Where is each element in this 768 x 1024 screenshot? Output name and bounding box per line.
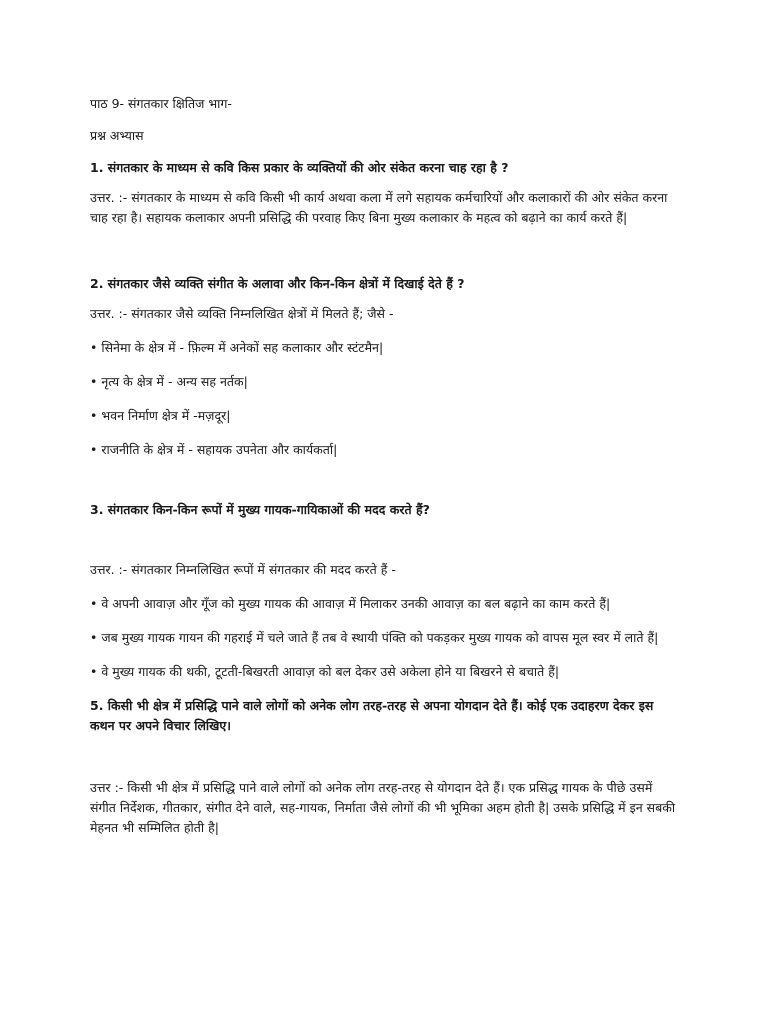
lesson-title: पाठ 9- संगतकार क्षितिज भाग- xyxy=(90,96,232,111)
answer-3-bullet: • वे अपनी आवाज़ और गूँज को मुख्य गायक की आवाज़ में मिलाकर उनकी आवाज़ का बल बढ़ाने का काम करते हैं| xyxy=(90,596,611,611)
question-5: 5. किसी भी क्षेत्र में प्रसिद्धि पाने वाले लोगों को अनेक लोग तरह-तरह से अपना योगदान देते हैं। कोई एक उदाहरण देकर इस कथन पर अपने विचार लिखिए। xyxy=(90,698,654,733)
answer-2-intro: उत्तर. :- संगतकार जैसे व्यक्ति निम्नलिखित क्षेत्रों में मिलते हैं; जैसे - xyxy=(90,306,394,321)
document-page xyxy=(90,94,680,838)
section-heading: प्रश्न अभ्यास xyxy=(90,128,144,143)
question-2: 2. संगतकार जैसे व्यक्ति संगीत के अलावा और किन-किन क्षेत्रों में दिखाई देते हैं ? xyxy=(90,276,465,291)
question-3: 3. संगतकार किन-किन रूपों में मुख्य गायक-गायिकाओं की मदद करते हैं? xyxy=(90,502,430,517)
question-1: 1. संगतकार के माध्यम से कवि किस प्रकार के व्यक्तियों की ओर संकेत करना चाह रहा है ? xyxy=(90,160,509,175)
answer-3-bullet: • वे मुख्य गायक की थकी, टूटती-बिखरती आवाज़ को बल देकर उसे अकेला होने या बिखरने से बचाते हैं| xyxy=(90,664,560,679)
answer-2-bullet: • सिनेमा के क्षेत्र में - फ़िल्म में अनेकों सह कलाकार और स्टंटमैन| xyxy=(90,340,384,355)
answer-3-bullet: • जब मुख्य गायक गायन की गहराई में चले जाते हैं तब वे स्थायी पंक्ति को पकड़कर मुख्य गायक को वापस मूल स्वर में लाते हैं| xyxy=(90,630,659,645)
answer-5: उत्तर :- किसी भी क्षेत्र में प्रसिद्धि पाने वाले लोगों को अनेक लोग तरह-तरह से योगदान देते हैं। एक प्रसिद्ध गायक के पीछे उसमें संगीत निर्देशक, गीतकार, संगीत देने वाले, सह-गायक, निर्माता जैसे लोगों की भी भूमिका अहम होती है| उसके प्रसिद्धि में इन सबकी मेहनत भी सम्मिलित होती है| xyxy=(90,780,676,835)
answer-2-bullet: • नृत्य के क्षेत्र में - अन्य सह नर्तक| xyxy=(90,374,248,389)
answer-2-bullet: • राजनीति के क्षेत्र में - सहायक उपनेता और कार्यकर्ता| xyxy=(90,442,338,457)
answer-2-bullet: • भवन निर्माण क्षेत्र में -मज़दूर| xyxy=(90,408,231,423)
answer-3-intro: उत्तर. :- संगतकार निम्नलिखित रूपों में संगतकार की मदद करते हैं - xyxy=(90,562,396,577)
answer-1: उत्तर. :- संगतकार के माध्यम से कवि किसी भी कार्य अथवा कला में लगे सहायक कर्मचारियों और कलाकारों की ओर संकेत करना चाह रहा है। सहायक कलाकार अपनी प्रसिद्धि की परवाह किए बिना मुख्य कलाकार के महत्व को बढ़ाने का कार्य करते हैं| xyxy=(90,190,668,225)
